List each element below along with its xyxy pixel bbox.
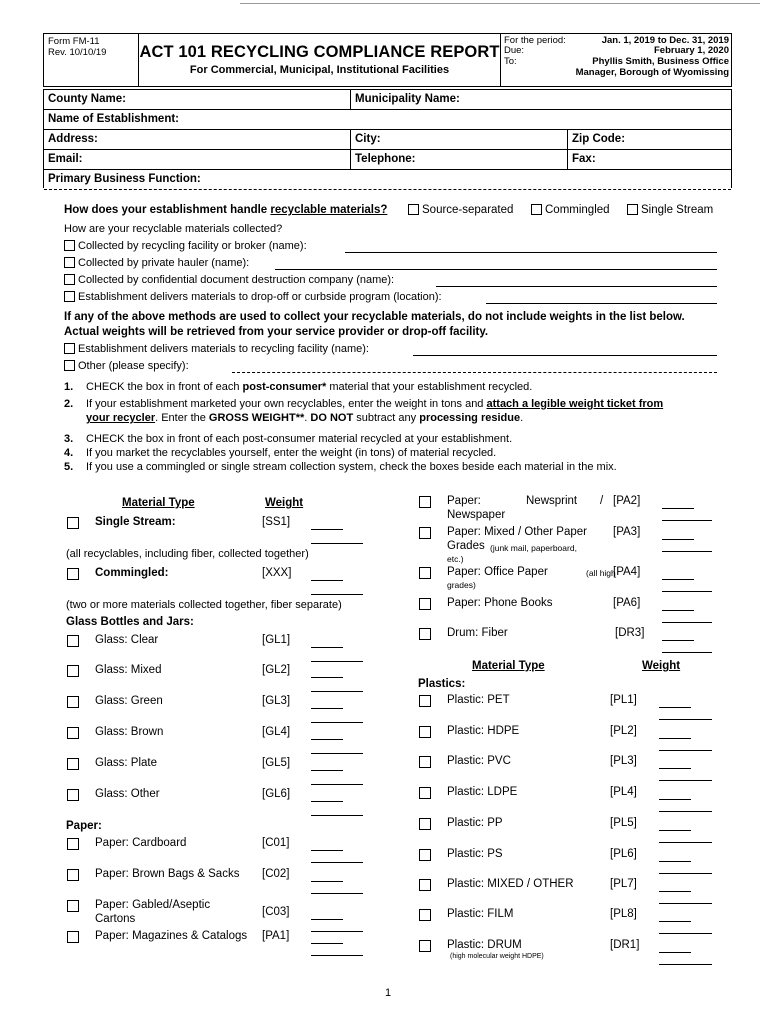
form-header — [43, 33, 732, 87]
right-paper-item-weight-line[interactable] — [662, 640, 694, 641]
glass-item-label: Glass: Plate — [95, 757, 157, 769]
right-paper-item-weight-underline — [662, 520, 712, 521]
plastic-item-code: [PL2] — [610, 725, 637, 737]
plastic-item-code: [PL3] — [610, 755, 637, 767]
plastic-item-checkbox[interactable] — [419, 940, 431, 952]
county-name-field[interactable]: County Name: — [48, 93, 126, 105]
paper-item-weight-underline — [311, 893, 363, 894]
instruction-2 — [64, 398, 663, 410]
recycling-facility-checkbox[interactable] — [64, 240, 75, 251]
glass-item-weight-underline — [311, 661, 363, 662]
plastic-item-weight-underline — [659, 873, 712, 874]
delivers-facility-name-line[interactable] — [413, 355, 717, 356]
glass-item-label: Glass: Other — [95, 788, 160, 800]
paper-item-code: [C02] — [262, 868, 290, 880]
right-paper-item-weight-line[interactable] — [662, 539, 694, 540]
document-destruction-checkbox[interactable] — [64, 274, 75, 285]
paper-item-code: [PA1] — [262, 930, 290, 942]
right-paper-item-note-line2: grades) — [447, 580, 476, 590]
commingled-code: [XXX] — [262, 567, 292, 579]
handling-question-link: recyclable materials? — [270, 204, 388, 216]
instruction-3 — [64, 433, 512, 445]
delivers-facility-label: Establishment delivers materials to recycling facility (name): — [78, 343, 369, 355]
paper-item-weight-line[interactable] — [311, 881, 343, 882]
plastic-item-weight-underline — [659, 933, 712, 934]
plastic-item-weight-underline — [659, 811, 712, 812]
plastic-item-code: [PL1] — [610, 694, 637, 706]
plastic-item-code: [DR1] — [610, 939, 640, 951]
instruction-2-text-a: If your establishment marketed your own recyclables, enter the weight in tons and — [86, 398, 487, 410]
paper-item-label: Paper: Gabled/Aseptic — [95, 899, 211, 911]
instruction-2-cont — [86, 412, 523, 424]
instruction-2-text-d: . Enter the — [155, 412, 209, 424]
email-field[interactable]: Email: — [48, 153, 83, 165]
plastic-item-weight-underline — [659, 750, 712, 751]
instruction-2-text-h: subtract any — [353, 412, 420, 424]
telephone-field[interactable]: Telephone: — [350, 150, 567, 169]
plastic-item-weight-underline — [659, 719, 712, 720]
weights-note-line1: If any of the above methods are used to collect your recyclable materials, do not include weights in the list below. — [64, 311, 685, 323]
glass-item-weight-line[interactable] — [311, 708, 343, 709]
right-paper-item-label-line2: Newspaper — [447, 509, 506, 521]
paper-item-checkbox[interactable] — [67, 838, 79, 850]
glass-item-checkbox[interactable] — [67, 635, 79, 647]
instruction-1 — [64, 381, 532, 393]
collection-private-hauler[interactable] — [64, 257, 249, 269]
single-stream-note: (all recyclables, including fiber, collected together) — [66, 548, 309, 560]
paper-item-label: Paper: Brown Bags & Sacks — [95, 868, 240, 880]
paper-item-code: [C01] — [262, 837, 290, 849]
right-paper-item-code: [PA3] — [613, 526, 641, 538]
single-stream-material-checkbox[interactable] — [67, 517, 79, 529]
plastic-item-code: [PL7] — [610, 878, 637, 890]
top-rule — [240, 3, 760, 4]
other-label: Other (please specify): — [78, 360, 189, 372]
weights-note-line2: Actual weights will be retrieved from your service provider or drop-off facility. — [64, 326, 489, 338]
glass-item-weight-underline — [311, 815, 363, 816]
instruction-5-text: If you use a commingled or single stream collection system, check the boxes beside each material in the mix. — [86, 461, 617, 473]
instruction-1-text-c: material that your establishment recycled. — [326, 381, 533, 393]
zip-code-field[interactable]: Zip Code: — [567, 130, 731, 149]
form-number: Form FM-11 — [48, 36, 100, 47]
right-paper-item-checkbox[interactable] — [419, 567, 431, 579]
glass-item-checkbox[interactable] — [67, 789, 79, 801]
plastic-item-weight-line[interactable] — [659, 768, 691, 769]
right-paper-item-label: Paper: Mixed / Other Paper — [447, 526, 587, 538]
other-checkbox[interactable] — [64, 360, 75, 371]
document-destruction-label: Collected by confidential document destruction company (name): — [78, 274, 395, 286]
glass-item-weight-line[interactable] — [311, 739, 343, 740]
glass-item-weight-underline — [311, 784, 363, 785]
paper-item-weight-underline — [311, 955, 363, 956]
glass-item-weight-underline — [311, 691, 363, 692]
period-label: For the period: — [504, 35, 566, 46]
paper-item-weight-line[interactable] — [311, 919, 343, 920]
glass-item-weight-line[interactable] — [311, 770, 343, 771]
single-stream-weight-underline — [311, 543, 363, 544]
establishment-info-grid — [43, 89, 732, 188]
right-paper-item-label: Paper: Office Paper — [447, 566, 548, 578]
option-source-separated[interactable] — [408, 204, 513, 216]
source-separated-label: Source-separated — [422, 204, 514, 216]
commingled-weight-underline — [311, 594, 363, 595]
right-paper-item-note: (junk mail, paperboard, — [490, 543, 577, 553]
plastic-item-code: [PL4] — [610, 786, 637, 798]
plastics-header: Plastics: — [418, 678, 466, 690]
to-line2: Manager, Borough of Wyomissing — [575, 67, 729, 78]
paper-item-label-line2: Cartons — [95, 913, 136, 925]
right-paper-item-checkbox[interactable] — [419, 598, 431, 610]
business-function-field[interactable]: Primary Business Function: — [48, 173, 201, 185]
plastic-item-weight-line[interactable] — [659, 891, 691, 892]
recycling-facility-label: Collected by recycling facility or broker (name): — [78, 240, 307, 252]
paper-item-weight-underline — [311, 862, 363, 863]
plastic-item-weight-line[interactable] — [659, 707, 691, 708]
instruction-4-text: If you market the recyclables yourself, enter the weight (in tons) of material recycled. — [86, 447, 497, 459]
glass-item-label: Glass: Green — [95, 695, 163, 707]
right-paper-item-separator: / — [600, 495, 604, 507]
right-paper-item-label-line2: Grades — [447, 540, 485, 552]
instruction-2-text-c: your recycler — [86, 412, 156, 424]
plastic-item-checkbox[interactable] — [419, 849, 431, 861]
plastic-item-label: Plastic: PP — [447, 817, 503, 829]
right-paper-item-weight-underline — [662, 652, 712, 653]
glass-item-label: Glass: Clear — [95, 634, 159, 646]
glass-item-weight-line[interactable] — [311, 647, 343, 648]
delivers-facility-checkbox[interactable] — [64, 343, 75, 354]
right-paper-item-label-b: Newsprint — [526, 495, 578, 507]
right-paper-item-code: [PA2] — [613, 495, 641, 507]
instruction-4-number: 4. — [64, 447, 74, 459]
due-value: February 1, 2020 — [654, 45, 729, 56]
instruction-2-number: 2. — [64, 398, 74, 410]
single-stream-label: Single Stream — [641, 204, 714, 216]
instruction-1-text-b: post-consumer* — [242, 381, 327, 393]
paper-item-label: Paper: Magazines & Catalogs — [95, 930, 248, 942]
to-line1: Phyllis Smith, Business Office — [592, 56, 729, 67]
plastic-item-checkbox[interactable] — [419, 909, 431, 921]
plastic-item-weight-underline — [659, 780, 712, 781]
paper-item-checkbox[interactable] — [67, 900, 79, 912]
glass-item-label: Glass: Mixed — [95, 664, 162, 676]
instruction-2-text-f: . — [304, 412, 311, 424]
right-paper-item-label: Paper: Phone Books — [447, 597, 553, 609]
glass-item-code: [GL4] — [262, 726, 291, 738]
plastic-item-weight-underline — [659, 842, 712, 843]
right-paper-item-weight-underline — [662, 551, 712, 552]
drop-off-label: Establishment delivers materials to drop-off or curbside program (location): — [78, 291, 442, 303]
municipality-name-field[interactable]: Municipality Name: — [350, 90, 731, 109]
option-single-stream[interactable] — [627, 204, 713, 216]
right-paper-item-code: [PA6] — [613, 597, 641, 609]
plastic-item-weight-line[interactable] — [659, 799, 691, 800]
document-destruction-name-line[interactable] — [436, 286, 717, 287]
glass-item-code: [GL3] — [262, 695, 291, 707]
right-paper-item-note: (all high — [586, 568, 616, 578]
plastic-item-label: Plastic: FILM — [447, 908, 514, 920]
single-stream-checkbox[interactable] — [627, 204, 638, 215]
plastic-item-label: Plastic: HDPE — [447, 725, 520, 737]
plastic-item-note: (high molecular weight HDPE) — [450, 953, 544, 960]
commingled-note: (two or more materials collected together, fiber separate) — [66, 599, 342, 611]
glass-item-checkbox[interactable] — [67, 696, 79, 708]
to-label: To: — [504, 56, 517, 67]
plastic-item-checkbox[interactable] — [419, 879, 431, 891]
glass-item-code: [GL5] — [262, 757, 291, 769]
instruction-2-text-j: . — [520, 412, 524, 424]
right-paper-item-label: Drum: Fiber — [447, 627, 508, 639]
glass-header: Glass Bottles and Jars: — [66, 616, 194, 628]
left-material-type-header: Material Type — [122, 497, 195, 509]
instruction-3-number: 3. — [64, 433, 74, 445]
collection-drop-off[interactable] — [64, 291, 442, 303]
right-paper-item-weight-line[interactable] — [662, 579, 694, 580]
glass-item-label: Glass: Brown — [95, 726, 164, 738]
plastic-item-code: [PL5] — [610, 817, 637, 829]
collected-question: How are your recyclable materials collected? — [64, 223, 283, 235]
glass-item-weight-line[interactable] — [311, 677, 343, 678]
plastic-item-checkbox[interactable] — [419, 695, 431, 707]
plastic-item-weight-line[interactable] — [659, 738, 691, 739]
instruction-5 — [64, 461, 617, 473]
instruction-4 — [64, 447, 496, 459]
instruction-2-text-g: DO NOT — [310, 412, 354, 424]
plastic-item-weight-underline — [659, 903, 712, 904]
grid-row-address — [44, 130, 731, 150]
due-label: Due: — [504, 45, 525, 56]
grid-row-establishment — [44, 110, 731, 130]
right-paper-item-code: [DR3] — [615, 627, 645, 639]
plastic-item-label: Plastic: PS — [447, 848, 503, 860]
plastic-item-label: Plastic: PET — [447, 694, 510, 706]
option-commingled[interactable] — [531, 204, 610, 216]
fax-field[interactable]: Fax: — [567, 150, 731, 169]
instruction-1-number: 1. — [64, 381, 74, 393]
right-weight-header: Weight — [642, 660, 681, 672]
paper-item-label: Paper: Cardboard — [95, 837, 187, 849]
commingled-weight-line[interactable] — [311, 580, 343, 581]
right-paper-item-code: [PA4] — [613, 566, 641, 578]
handling-question-text: How does your establishment handle — [64, 204, 271, 216]
paper-item-weight-line[interactable] — [311, 943, 343, 944]
grid-row-business — [44, 170, 731, 190]
right-material-type-header: Material Type — [472, 660, 545, 672]
single-stream-code: [SS1] — [262, 516, 291, 528]
right-paper-item-weight-underline — [662, 591, 712, 592]
form-subtitle: For Commercial, Municipal, Institutional Facilities — [189, 64, 450, 76]
right-paper-item-checkbox[interactable] — [419, 628, 431, 640]
plastic-item-checkbox[interactable] — [419, 787, 431, 799]
plastic-item-checkbox[interactable] — [419, 818, 431, 830]
drop-off-checkbox[interactable] — [64, 291, 75, 302]
instruction-2-text-i: processing residue — [419, 412, 521, 424]
grid-row-email — [44, 150, 731, 170]
paper-item-weight-underline — [311, 931, 363, 932]
glass-item-code: [GL2] — [262, 664, 291, 676]
collection-recycling-facility[interactable] — [64, 240, 307, 252]
collection-other[interactable] — [64, 360, 189, 372]
plastic-item-weight-line[interactable] — [659, 952, 691, 953]
plastic-item-checkbox[interactable] — [419, 756, 431, 768]
paper-item-checkbox[interactable] — [67, 869, 79, 881]
glass-item-code: [GL1] — [262, 634, 291, 646]
right-paper-item-weight-line[interactable] — [662, 508, 694, 509]
plastic-item-code: [PL6] — [610, 848, 637, 860]
plastic-item-code: [PL8] — [610, 908, 637, 920]
instruction-1-text-a: CHECK the box in front of each — [86, 381, 243, 393]
address-field[interactable]: Address: — [48, 133, 98, 145]
collection-document-destruction[interactable] — [64, 274, 394, 286]
plastic-item-label: Plastic: DRUM — [447, 939, 522, 951]
right-paper-item-note-line2: etc.) — [447, 554, 464, 564]
paper-item-code: [C03] — [262, 906, 290, 918]
left-weight-header: Weight — [265, 497, 304, 509]
glass-item-weight-underline — [311, 753, 363, 754]
plastic-item-weight-line[interactable] — [659, 921, 691, 922]
glass-item-checkbox[interactable] — [67, 665, 79, 677]
commingled-material-checkbox[interactable] — [67, 568, 79, 580]
other-specify-line[interactable] — [232, 372, 717, 373]
title-cell — [139, 34, 501, 86]
plastic-item-weight-underline — [659, 964, 712, 965]
plastic-item-checkbox[interactable] — [419, 726, 431, 738]
handling-question — [64, 204, 387, 216]
grid-row-county — [44, 90, 731, 110]
plastic-item-label: Plastic: MIXED / OTHER — [447, 878, 574, 890]
instruction-5-number: 5. — [64, 461, 74, 473]
establishment-name-field[interactable]: Name of Establishment: — [48, 113, 179, 125]
right-paper-item-weight-underline — [662, 622, 712, 623]
source-separated-checkbox[interactable] — [408, 204, 419, 215]
paper-header: Paper: — [66, 820, 102, 832]
right-paper-item-label: Paper: — [447, 495, 481, 507]
form-title: ACT 101 RECYCLING COMPLIANCE REPORT — [139, 43, 500, 61]
single-stream-weight-line[interactable] — [311, 529, 343, 530]
instruction-3-text: CHECK the box in front of each post-consumer material recycled at your establishment. — [86, 433, 513, 445]
private-hauler-checkbox[interactable] — [64, 257, 75, 268]
form-revision: Rev. 10/10/19 — [48, 47, 107, 58]
page-number: 1 — [385, 987, 392, 999]
glass-item-code: [GL6] — [262, 788, 291, 800]
glass-item-checkbox[interactable] — [67, 758, 79, 770]
period-cell — [501, 34, 732, 86]
right-paper-item-weight-line[interactable] — [662, 610, 694, 611]
right-paper-item-checkbox[interactable] — [419, 496, 431, 508]
right-paper-item-checkbox[interactable] — [419, 527, 431, 539]
glass-item-checkbox[interactable] — [67, 727, 79, 739]
private-hauler-name-line[interactable] — [275, 269, 717, 270]
drop-off-location-line[interactable] — [486, 303, 717, 304]
single-stream-material-label: Single Stream: — [95, 516, 176, 528]
plastic-item-weight-line[interactable] — [659, 830, 691, 831]
plastic-item-label: Plastic: LDPE — [447, 786, 518, 798]
glass-item-weight-line[interactable] — [311, 801, 343, 802]
glass-item-weight-underline — [311, 722, 363, 723]
commingled-checkbox[interactable] — [531, 204, 542, 215]
plastic-item-weight-line[interactable] — [659, 861, 691, 862]
private-hauler-label: Collected by private hauler (name): — [78, 257, 250, 269]
period-value: Jan. 1, 2019 to Dec. 31, 2019 — [601, 35, 729, 46]
instruction-2-text-e: GROSS WEIGHT** — [208, 412, 305, 424]
plastic-item-label: Plastic: PVC — [447, 755, 511, 767]
commingled-label: Commingled — [545, 204, 610, 216]
instruction-2-text-b: attach a legible weight ticket from — [486, 398, 664, 410]
paper-item-weight-line[interactable] — [311, 850, 343, 851]
paper-item-checkbox[interactable] — [67, 931, 79, 943]
recycling-facility-name-line[interactable] — [345, 252, 717, 253]
form-id-cell — [44, 34, 139, 86]
collection-delivers-facility[interactable] — [64, 343, 369, 355]
city-field[interactable]: City: — [350, 130, 567, 149]
commingled-material-label: Commingled: — [95, 567, 169, 579]
